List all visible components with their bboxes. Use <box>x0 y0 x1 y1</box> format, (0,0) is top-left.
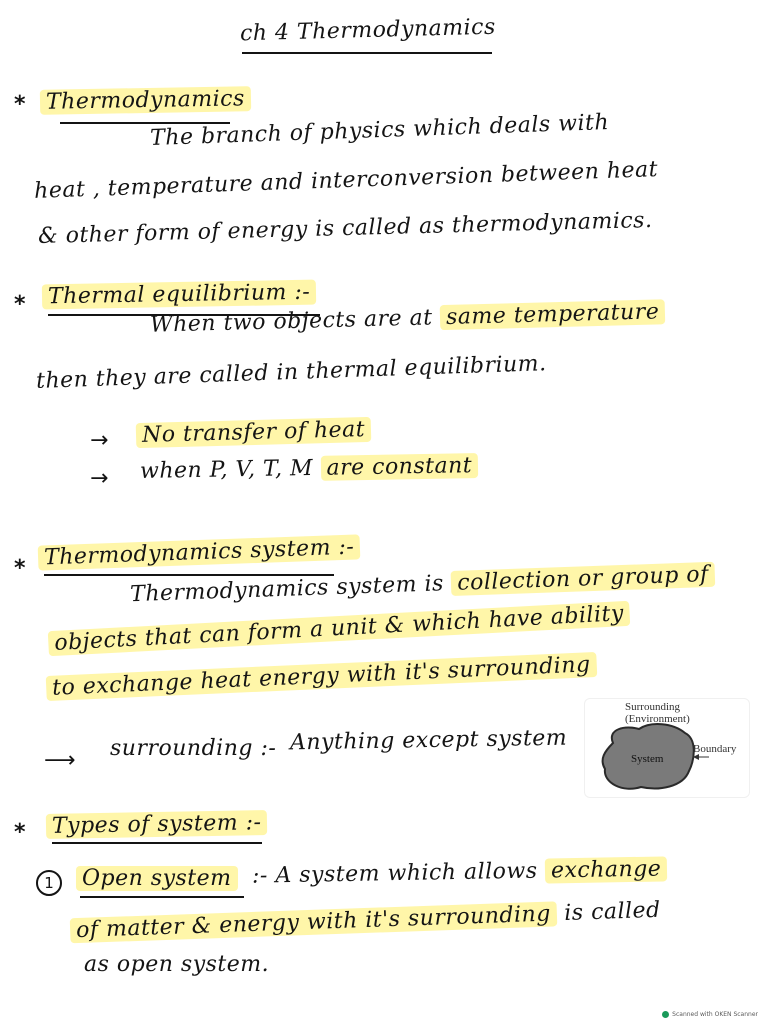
page-title: ch 4 Thermodynamics <box>239 14 497 47</box>
types-of-system-underline <box>52 842 262 844</box>
thermodynamics-system-heading: Thermodynamics system :- <box>38 534 361 570</box>
collection-highlight: collection or group of <box>451 562 715 596</box>
diagram-surrounding-label: Surrounding <box>625 701 680 713</box>
title-underline <box>242 52 492 54</box>
open-system-line3: as open system. <box>84 952 270 977</box>
scanner-watermark-text: Scanned with OKEN Scanner <box>672 1011 758 1018</box>
no-transfer-bullet: No transfer of heat <box>136 417 372 448</box>
diagram-system-label: System <box>631 753 664 765</box>
arrow-icon: ⟶ <box>44 748 76 773</box>
thermodynamics-definition-line2: heat , temperature and interconversion between heat <box>33 157 659 204</box>
equilibrium-line2: then they are called in thermal equilibrium. <box>35 351 547 394</box>
thermal-equilibrium-heading: Thermal equilibrium :- <box>42 280 317 310</box>
open-system-line1 <box>252 856 668 888</box>
pvtm-bullet <box>140 453 479 484</box>
equilibrium-line1-text: When two objects are at <box>149 305 433 338</box>
diagram-environment-label: (Environment) <box>625 713 690 725</box>
open-system-line1-text: :- A system which allows <box>251 858 538 889</box>
diagram-boundary-label: Boundary <box>693 743 737 755</box>
arrow-icon: → <box>90 466 109 491</box>
system-line1 <box>130 562 715 607</box>
matter-energy-highlight: of matter & energy with it's surrounding <box>70 901 557 943</box>
thermodynamics-heading: Thermodynamics <box>40 86 251 115</box>
number-one-circle: 1 <box>36 870 62 896</box>
types-of-system-heading: Types of system :- <box>46 810 268 839</box>
bullet-star: * <box>14 556 26 581</box>
system-line3: to exchange heat energy with it's surrounding <box>46 652 597 701</box>
scanner-logo-icon <box>662 1011 669 1018</box>
scanner-watermark <box>662 1011 758 1018</box>
system-line1-text: Thermodynamics system is <box>129 571 445 608</box>
same-temperature-highlight: same temperature <box>440 299 666 330</box>
pvtm-bullet-text: when P, V, T, M <box>139 455 314 484</box>
open-system-line2 <box>70 898 661 944</box>
open-system-line2-text: is called <box>563 897 662 927</box>
surrounding-definition: Anything except system <box>289 725 568 756</box>
surrounding-label: surrounding :- <box>110 736 277 761</box>
system-line2: objects that can form a unit & which have ability <box>48 601 631 656</box>
bullet-star: * <box>14 92 26 117</box>
thermodynamics-definition-line3: & other form of energy is called as thermodynamics. <box>37 207 653 250</box>
arrow-icon: → <box>90 428 109 453</box>
system-diagram <box>584 698 750 798</box>
open-system-heading: Open system <box>76 866 238 891</box>
bullet-star: * <box>14 820 26 845</box>
exchange-highlight: exchange <box>545 856 668 883</box>
open-system-underline <box>80 896 244 898</box>
bullet-star: * <box>14 292 26 317</box>
are-constant-highlight: are constant <box>320 453 478 481</box>
thermodynamics-definition-line1: The branch of physics which deals with <box>149 109 610 152</box>
